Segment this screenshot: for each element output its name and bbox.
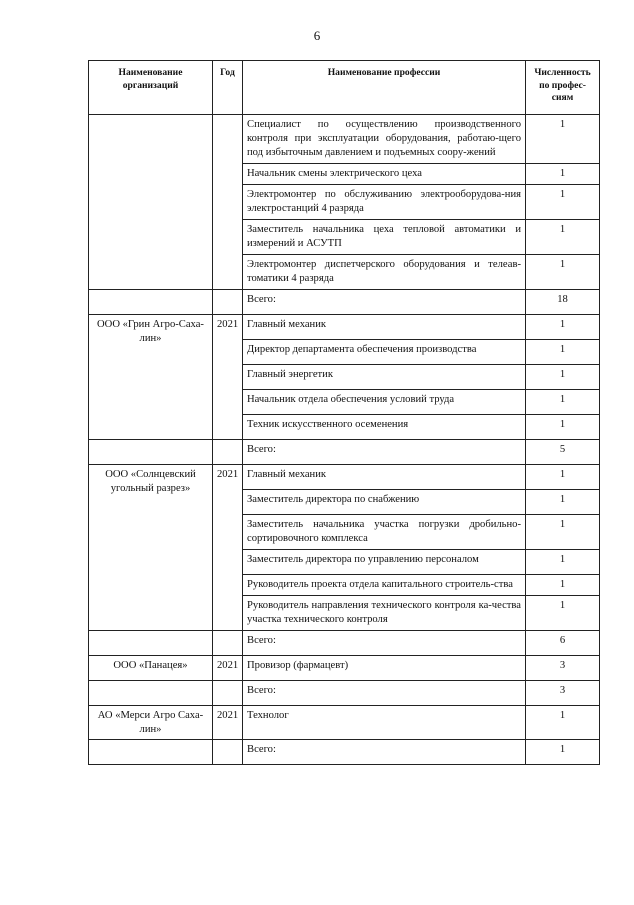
header-organization: Наименование организаций: [89, 61, 213, 115]
profession-cell: Специалист по осуществлению производственного контроля при эксплуатации оборудования, работаю-щего под избыточным давлением и подъемных соору-жений: [243, 115, 526, 164]
org-cell: ООО «Солнцевский угольный разрез»: [89, 464, 213, 630]
org-cell: ООО «Панацея»: [89, 655, 213, 680]
profession-cell: Электромонтер диспетчерского оборудования и телеав-томатики 4 разряда: [243, 254, 526, 289]
count-cell: 1: [526, 254, 600, 289]
count-cell: 1: [526, 574, 600, 595]
profession-cell: Провизор (фармацевт): [243, 655, 526, 680]
profession-cell: Техник искусственного осеменения: [243, 414, 526, 439]
header-row: [89, 61, 600, 115]
count-cell: 1: [526, 414, 600, 439]
total-label: Всего:: [243, 740, 526, 765]
profession-cell: Директор департамента обеспечения производства: [243, 339, 526, 364]
year-cell: [213, 680, 243, 705]
org-cell: [89, 740, 213, 765]
total-row: [89, 630, 600, 655]
total-count: 3: [526, 680, 600, 705]
table-row: [89, 655, 600, 680]
total-count: 6: [526, 630, 600, 655]
count-cell: 1: [526, 595, 600, 630]
profession-cell: Электромонтер по обслуживанию электрооборудова-ния электростанций 4 разряда: [243, 184, 526, 219]
count-cell: 1: [526, 464, 600, 489]
count-cell: 1: [526, 389, 600, 414]
year-cell: 2021: [213, 705, 243, 740]
year-cell: 2021: [213, 314, 243, 439]
count-cell: 1: [526, 184, 600, 219]
page-number: 6: [313, 28, 321, 43]
count-cell: 1: [526, 339, 600, 364]
profession-cell: Руководитель направления технического контроля ка-чества участка технического контроля: [243, 595, 526, 630]
year-cell: [213, 630, 243, 655]
profession-cell: Руководитель проекта отдела капитального строитель-ства: [243, 574, 526, 595]
total-count: 18: [526, 289, 600, 314]
year-cell: 2021: [213, 464, 243, 630]
total-row: [89, 289, 600, 314]
year-cell: [213, 439, 243, 464]
header-year: Год: [213, 61, 243, 115]
count-cell: 1: [526, 549, 600, 574]
org-cell: [89, 439, 213, 464]
count-cell: 1: [526, 364, 600, 389]
profession-cell: Главный энергетик: [243, 364, 526, 389]
count-cell: 1: [526, 705, 600, 740]
profession-cell: Главный механик: [243, 464, 526, 489]
table-row: [89, 464, 600, 489]
table-row: [89, 115, 600, 164]
header-count: Численность по профес-сиям: [526, 61, 600, 115]
total-count: 5: [526, 439, 600, 464]
org-cell: АО «Мерси Агро Саха-лин»: [89, 705, 213, 740]
year-cell: [213, 289, 243, 314]
org-cell: [89, 289, 213, 314]
table-row: [89, 705, 600, 740]
count-cell: 1: [526, 163, 600, 184]
profession-cell: Начальник отдела обеспечения условий труда: [243, 389, 526, 414]
org-cell: ООО «Грин Агро-Саха-лин»: [89, 314, 213, 439]
org-cell: [89, 115, 213, 290]
count-cell: 1: [526, 514, 600, 549]
total-label: Всего:: [243, 630, 526, 655]
total-label: Всего:: [243, 439, 526, 464]
count-cell: 1: [526, 314, 600, 339]
total-row: [89, 680, 600, 705]
count-cell: 1: [526, 115, 600, 164]
org-cell: [89, 630, 213, 655]
profession-cell: Технолог: [243, 705, 526, 740]
year-cell: [213, 115, 243, 290]
total-label: Всего:: [243, 680, 526, 705]
profession-cell: Заместитель директора по управлению персоналом: [243, 549, 526, 574]
profession-cell: Заместитель начальника участка погрузки дробильно-сортировочного комплекса: [243, 514, 526, 549]
count-cell: 1: [526, 489, 600, 514]
year-cell: [213, 740, 243, 765]
count-cell: 3: [526, 655, 600, 680]
org-cell: [89, 680, 213, 705]
year-cell: 2021: [213, 655, 243, 680]
profession-cell: Начальник смены электрического цеха: [243, 163, 526, 184]
profession-cell: Заместитель начальника цеха тепловой автоматики и измерений и АСУТП: [243, 219, 526, 254]
total-row: [89, 740, 600, 765]
header-profession: Наименование профессии: [243, 61, 526, 115]
total-row: [89, 439, 600, 464]
professions-table: [88, 60, 600, 765]
profession-cell: Заместитель директора по снабжению: [243, 489, 526, 514]
total-label: Всего:: [243, 289, 526, 314]
table-row: [89, 314, 600, 339]
profession-cell: Главный механик: [243, 314, 526, 339]
total-count: 1: [526, 740, 600, 765]
count-cell: 1: [526, 219, 600, 254]
